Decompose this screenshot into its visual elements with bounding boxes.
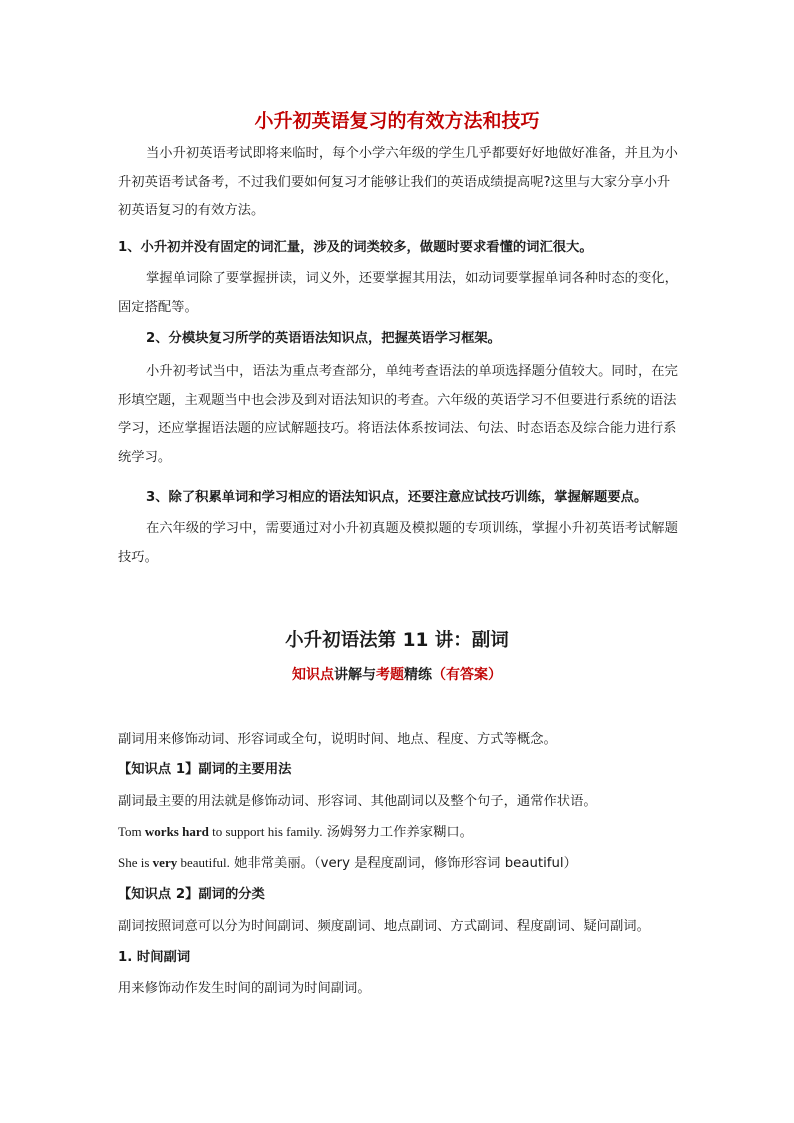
example-text: to support his family. <box>208 824 323 839</box>
subtitle-part: 知识点 <box>292 667 334 683</box>
kp2-heading: 【知识点 2】副词的分类 <box>118 887 265 902</box>
example-2 <box>118 852 688 871</box>
example-translation: 汤姆努力工作养家糊口。 <box>322 825 473 840</box>
point1-heading: 1、小升初并没有固定的词汇量，涉及的词类较多，做题时要求看懂的词汇很大。 <box>118 240 593 255</box>
subtitle-part: 精练 <box>404 667 432 683</box>
item1-body: 用来修饰动作发生时间的副词为时间副词。 <box>118 981 371 996</box>
lesson-title: 小升初语法第 11 讲：副词 <box>285 630 509 651</box>
point2-heading: 2、分模块复习所学的英语语法知识点，把握英语学习框架。 <box>146 331 501 346</box>
example-text: beautiful. <box>177 855 230 870</box>
lesson-subtitle <box>0 664 794 684</box>
point3-body: 在六年级的学习中，需要通过对小升初真题及模拟题的专项训练，掌握小升初英语考试解题技巧。 <box>118 521 678 565</box>
kp2-body: 副词按照词意可以分为时间副词、频度副词、地点副词、方式副词、程度副词、疑问副词。 <box>118 919 650 934</box>
item1-heading: 1. 时间副词 <box>118 950 191 965</box>
intro-paragraph: 当小升初英语考试即将来临时，每个小学六年级的学生几乎都要好好地做好准备，并且为小升初英语考试备考，不过我们要如何复习才能够让我们的英语成绩提高呢?这里与大家分享小升初英语复习的有效方法。 <box>118 146 678 218</box>
point1-body: 掌握单词除了要掌握拼读，词义外，还要掌握其用法，如动词要掌握单词各种时态的变化，固定搭配等。 <box>118 271 678 315</box>
subtitle-part: 考题 <box>376 667 404 683</box>
point2-body: 小升初考试当中，语法为重点考查部分，单纯考查语法的单项选择题分值较大。同时，在完形填空题，主观题当中也会涉及到对语法知识的考查。六年级的英语学习不但要进行系统的语法学习，还应掌握语法题的应试解题技巧。将语法体系按词法、句法、时态语态及综合能力进行系统学习。 <box>118 364 678 465</box>
subtitle-part: 讲解与 <box>334 667 376 683</box>
example-text: She is <box>118 855 153 870</box>
example-text: Tom <box>118 824 145 839</box>
article-title: 小升初英语复习的有效方法和技巧 <box>254 110 540 132</box>
example-highlight: very <box>152 855 178 870</box>
subtitle-part: （有答案） <box>432 667 502 683</box>
example-1 <box>118 821 688 840</box>
example-translation: 她非常美丽。（very 是程度副词，修饰形容词 beautiful） <box>229 856 577 871</box>
kp1-body: 副词最主要的用法就是修饰动词、形容词、其他副词以及整个句子，通常作状语。 <box>118 794 597 809</box>
adverb-definition: 副词用来修饰动词、形容词或全句，说明时间、地点、程度、方式等概念。 <box>118 732 557 747</box>
kp1-heading: 【知识点 1】副词的主要用法 <box>118 762 292 777</box>
example-highlight: works hard <box>144 824 209 839</box>
point3-heading: 3、除了积累单词和学习相应的语法知识点，还要注意应试技巧训练，掌握解题要点。 <box>146 490 648 505</box>
